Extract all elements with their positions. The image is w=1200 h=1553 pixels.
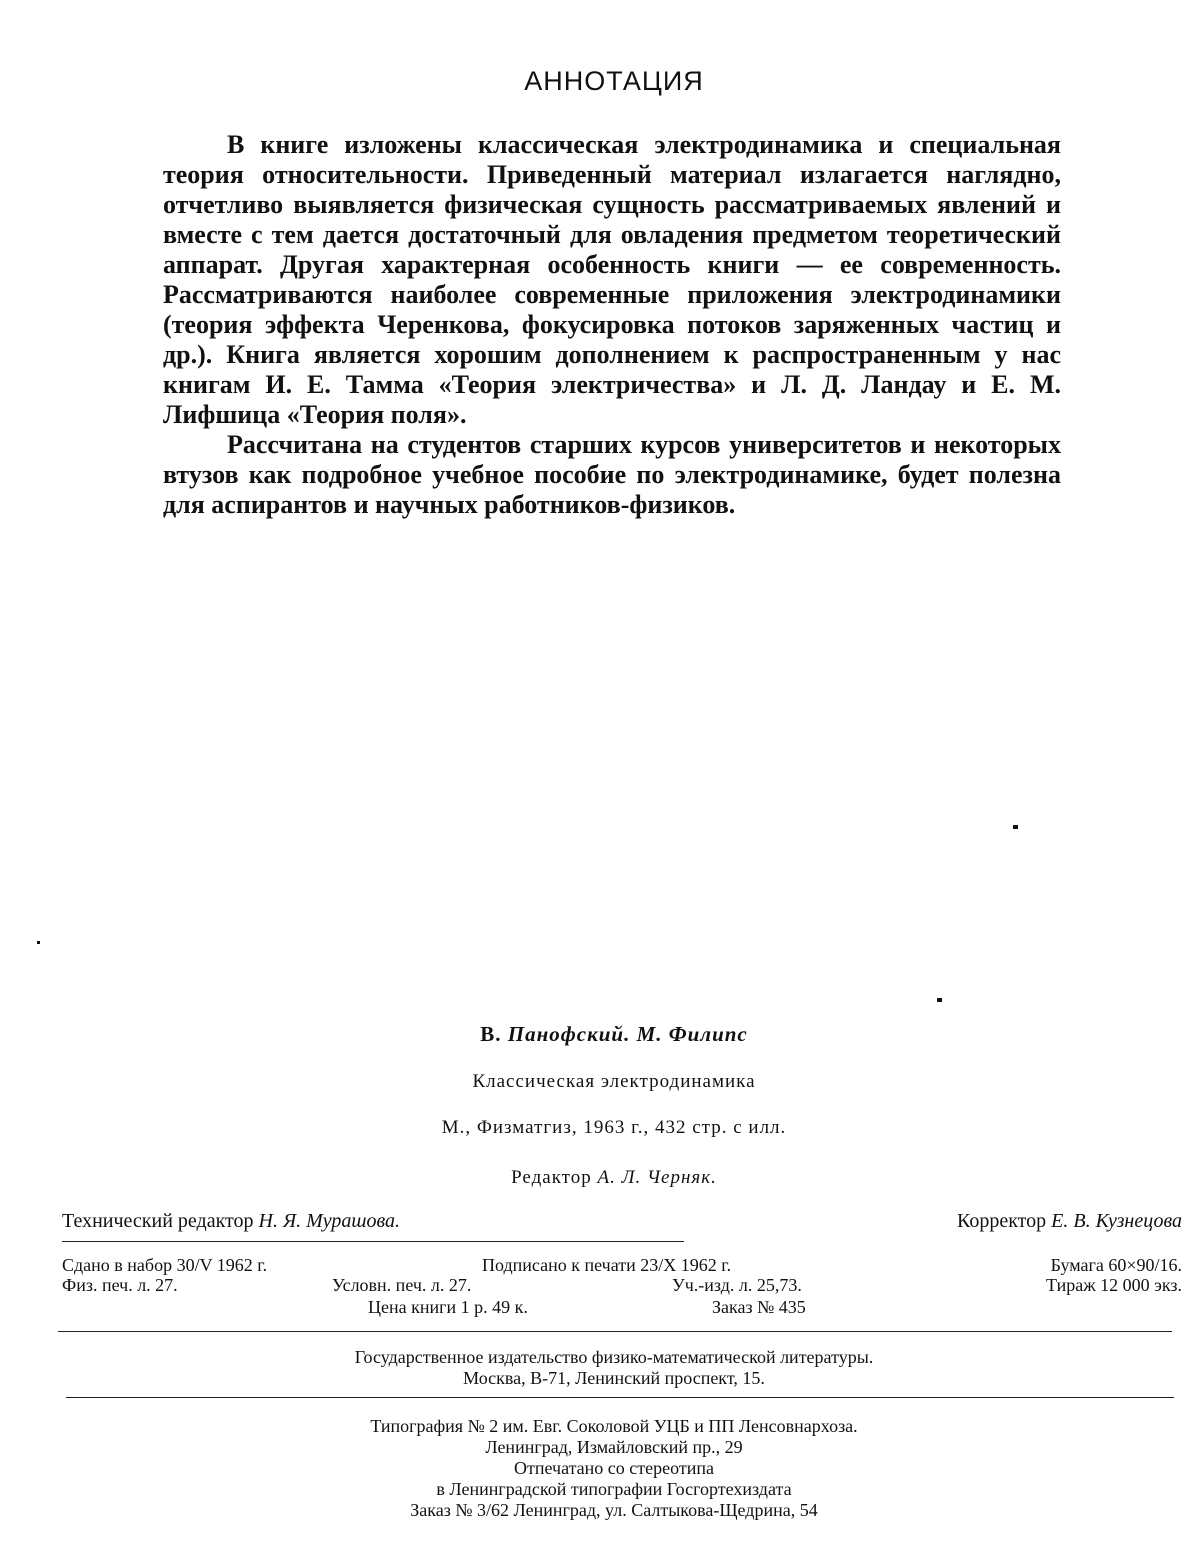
printer-address: Ленинград, Измайловский пр., 29 xyxy=(485,1437,743,1457)
editor-name: А. Л. Черняк. xyxy=(597,1167,717,1188)
stereotype-printer: в Ленинградской типографии Госгортехиздата xyxy=(436,1479,792,1499)
divider-rule xyxy=(58,1331,1172,1332)
physical-sheets: Физ. печ. л. 27. xyxy=(62,1275,178,1295)
scan-speck xyxy=(937,998,942,1002)
printer-block xyxy=(0,1416,1200,1521)
imprint-editor xyxy=(0,1167,1200,1189)
publisher-address: Москва, В-71, Ленинский проспект, 15. xyxy=(463,1368,765,1388)
annotation-paragraph-1: В книге изложены классическая электродинамика и специальная теория относительности. Приведенный материал излагается наглядно, отчетливо выявляется физическая сущность рассматриваемых явлений и вместе с тем дается достаточный для овладения предметом теоретический аппарат. Другая характерная особенность книги — ее современность. Рассматриваются наиболее современные приложения электродинамики (теория эффекта Черенкова, фокусировка потоков заряженных частиц и др.). Книга является хорошим дополнением к распространенным у нас книгам И. Е. Тамма «Теория электричества» и Л. Д. Ландау и Е. М. Лифшица «Теория поля». xyxy=(163,130,1061,429)
book-price: Цена книги 1 р. 49 к. xyxy=(368,1297,528,1317)
publisher-name: Государственное издательство физико-математической литературы. xyxy=(354,1347,874,1367)
imprint-authors xyxy=(0,1022,1200,1047)
annotation-body xyxy=(163,130,1061,520)
order-number: Заказ № 435 xyxy=(712,1297,806,1317)
imprint-publication: М., Физматгиз, 1963 г., 432 стр. с илл. xyxy=(441,1117,787,1138)
divider-rule xyxy=(66,1397,1174,1398)
tech-editor-name: Н. Я. Мурашова. xyxy=(258,1210,401,1232)
stereotype-note: Отпечатано со стереотипа xyxy=(513,1458,715,1478)
paper-format: Бумага 60×90/16. xyxy=(1050,1255,1182,1275)
corrector-label: Корректор xyxy=(956,1210,1047,1232)
author-initial: В. xyxy=(480,1022,502,1046)
publisher-block xyxy=(0,1347,1200,1389)
imprint-book-title: Классическая электродинамика xyxy=(472,1071,756,1092)
printer-name: Типография № 2 им. Евг. Соколовой УЦБ и ПП Ленсовнархоза. xyxy=(370,1416,858,1436)
tech-editor-row xyxy=(62,1210,1182,1233)
annotation-paragraph-2: Рассчитана на студентов старших курсов университетов и некоторых втузов как подробное учебное пособие по электродинамике, будет полезна для аспирантов и научных работников-физиков. xyxy=(163,430,1061,519)
scan-speck xyxy=(1013,825,1018,829)
corrector xyxy=(957,1210,1182,1233)
tech-editor-label: Технический редактор xyxy=(62,1210,254,1232)
signed-date: Подписано к печати 23/X 1962 г. xyxy=(482,1255,732,1275)
annotation-heading: АННОТАЦИЯ xyxy=(524,66,704,96)
print-run: Тираж 12 000 экз. xyxy=(1046,1275,1182,1295)
editor-label: Редактор xyxy=(511,1167,592,1188)
tech-editor xyxy=(62,1210,400,1233)
author-names: Панофский. М. Филипс xyxy=(507,1022,748,1046)
printer-order: Заказ № 3/62 Ленинград, ул. Салтыкова-Щедрина, 54 xyxy=(410,1500,818,1520)
submitted-date: Сдано в набор 30/V 1962 г. xyxy=(62,1255,268,1275)
divider-rule xyxy=(62,1241,684,1242)
scan-speck xyxy=(37,941,40,944)
editorial-sheets: Уч.-изд. л. 25,73. xyxy=(672,1275,802,1295)
conditional-sheets: Условн. печ. л. 27. xyxy=(332,1275,472,1295)
corrector-name: Е. В. Кузнецова xyxy=(1051,1210,1182,1232)
